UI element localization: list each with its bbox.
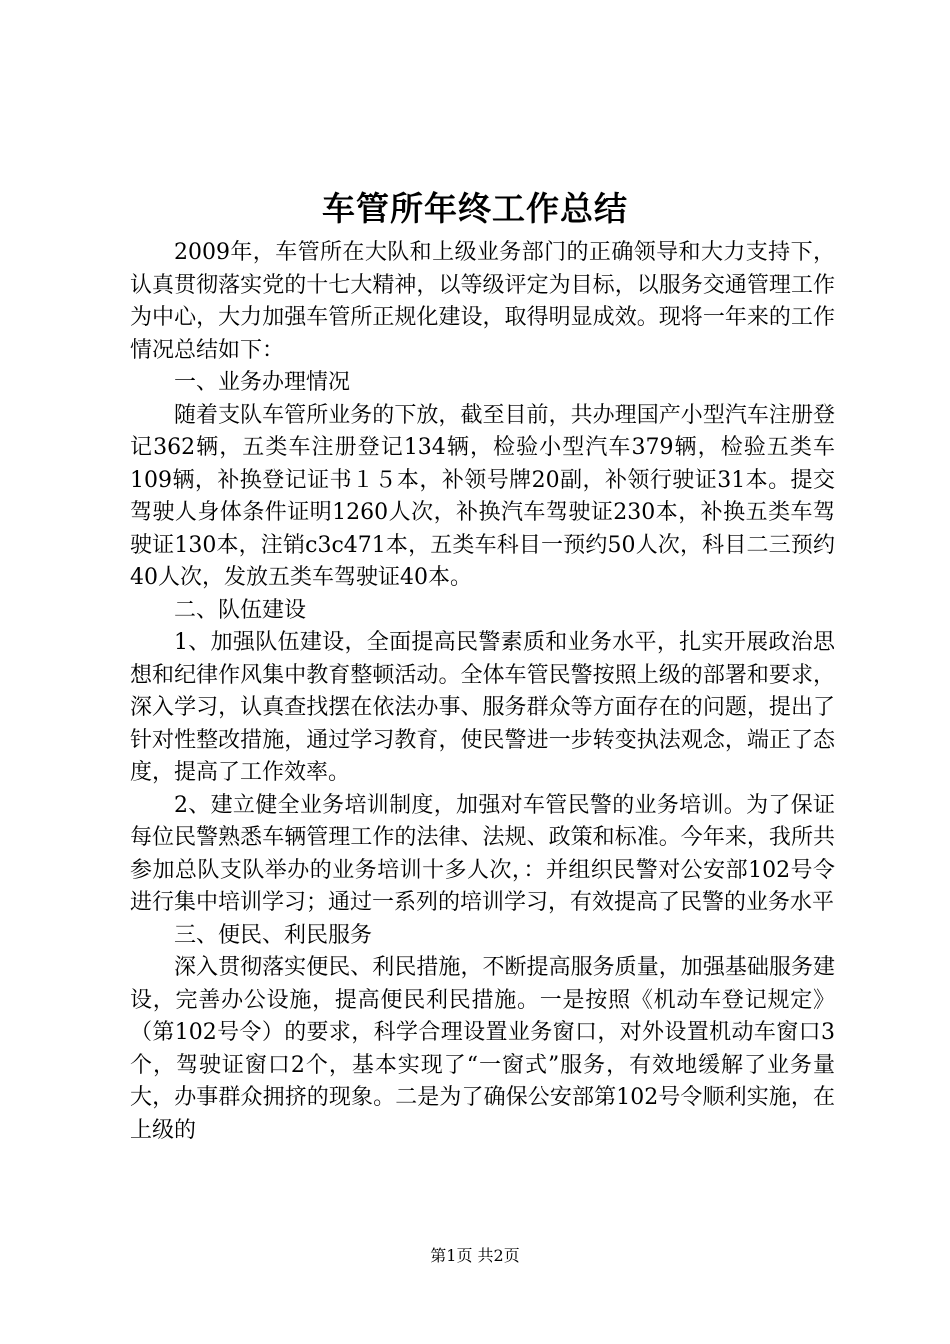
service-paragraph: 深入贯彻落实便民、利民措施，不断提高服务质量，加强基础服务建设，完善办公设施，提高便民利民措施。一是按照《机动车登记规定》（第102号令）的要求，科学合理设置业务窗口，对外设置机动车窗口3个，驾驶证窗口2个，基本实现了“一窗式”服务，有效地缓解了业务量大，办事群众拥挤的现象。二是为了确保公安部第102号令顺利实施，在上级的 [130, 955, 835, 1143]
team-paragraph-2: 2、建立健全业务培训制度，加强对车管民警的业务培训。为了保证每位民警熟悉车辆管理工作的法律、法规、政策和标准。今年来，我所共参加总队支队举办的业务培训十多人次，：并组织民警对公安部102号令进行集中培训学习；通过一系列的培训学习，有效提高了民警的业务水平 [130, 792, 835, 915]
intro-paragraph: 2009年，车管所在大队和上级业务部门的正确领导和大力支持下，认真贯彻落实党的十七大精神，以等级评定为目标，以服务交通管理工作为中心，大力加强车管所正规化建设，取得明显成效。现将一年来的工作情况总结如下： [130, 240, 835, 363]
section-heading-business: 一、业务办理情况 [174, 370, 351, 395]
team-paragraph-1: 1、加强队伍建设，全面提高民警素质和业务水平，扎实开展政治思想和纪律作风集中教育整顿活动。全体车管民警按照上级的部署和要求，深入学习，认真查找摆在依法办事、服务群众等方面存在的问题，提出了针对性整改措施，通过学习教育，使民警进一步转变执法观念，端正了态度，提高了工作效率。 [130, 630, 835, 785]
page-footer: 第1页 共2页 [430, 1246, 520, 1265]
section-heading-team: 二、队伍建设 [174, 597, 307, 623]
business-paragraph: 随着支队车管所业务的下放，截至目前，共办理国产小型汽车注册登记362辆，五类车注册登记134辆，检验小型汽车379辆，检验五类车109辆，补换登记证书１５本，补领号牌20副，补领行驶证31本。提交驾驶人身体条件证明1260人次，补换汽车驾驶证230本，补换五类车驾驶证130本，注销c3c471本，五类车科目一预约50人次，科目二三预约40人次，发放五类车驾驶证40本。 [130, 402, 835, 590]
page-title: 车管所年终工作总结 [322, 189, 628, 228]
section-heading-service: 三、便民、利民服务 [174, 922, 373, 948]
document-body [130, 237, 835, 1147]
